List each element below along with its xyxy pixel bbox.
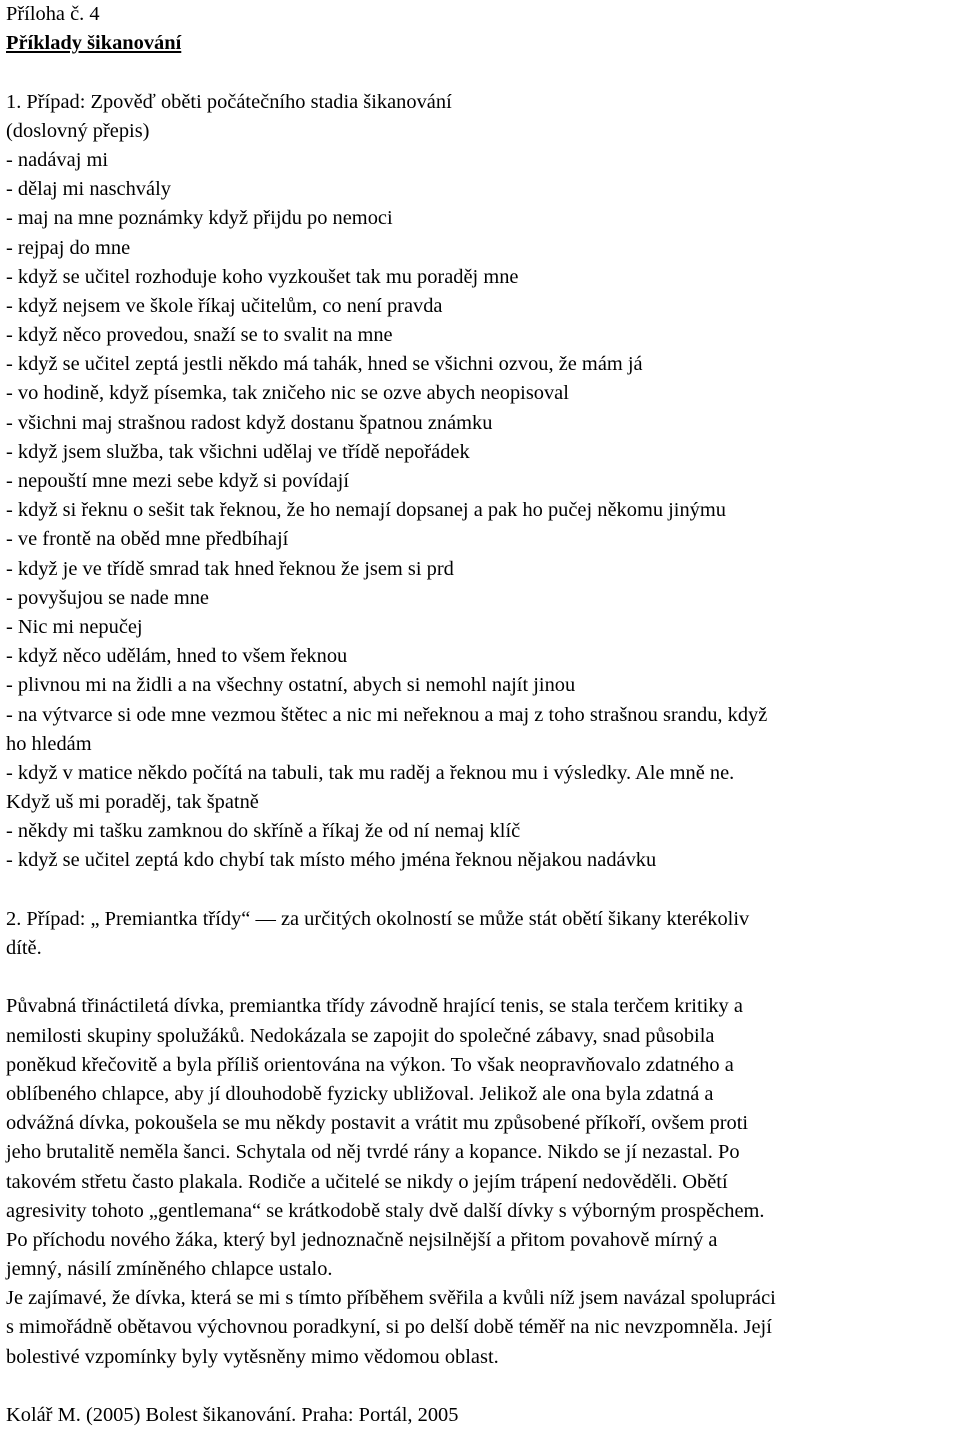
list-item: - vo hodině, když písemka, tak zničeho nic se ozve abych neopisoval [6,382,569,405]
paragraph-line: oblíbeného chlapce, aby jí dlouhodobě fyzicky ubližoval. Jelikož ale ona byla zdatná a [6,1082,714,1105]
list-item: - když se učitel zeptá jestli někdo má tahák, hned se všichni ozvou, že mám já [6,353,643,376]
case2-heading-continued: dítě. [6,937,42,959]
paragraph-line: nemilosti skupiny spolužáků. Nedokázala se zapojit do společné zábavy, snad působila [6,1024,715,1047]
spacer [6,58,958,87]
list-item: - někdy mi tašku zamknou do skříně a říkaj že od ní nemaj klíč [6,820,521,843]
list-item: - když si řeknu o sešit tak řeknou, že ho nemají dopsanej a pak ho pučej někomu jinýmu [6,499,726,522]
list-item: - když se učitel rozhoduje koho vyzkoušet tak mu poraděj mne [6,265,519,288]
case1-heading: 1. Případ: Zpověď oběti počátečního stadia šikanování [6,90,452,113]
case1-subheading: (doslovný přepis) [6,119,150,142]
list-item: - plivnou mi na židli a na všechny ostatní, abych si nemohl najít jinou [6,674,576,697]
paragraph-line: jemný, násilí zmíněného chlapce ustalo. [6,1258,333,1281]
paragraph-line: odvážná dívka, pokoušela se mu někdy postavit a vrátit mu způsobené příkoří, ovšem proti [6,1112,749,1135]
list-item: - dělaj mi naschvály [6,178,171,201]
list-item: ho hledám [6,732,92,755]
spacer [6,1372,958,1401]
list-item: - na výtvarce si ode mne vezmou štětec a nic mi neřeknou a maj z toho strašnou srandu, když [6,703,768,726]
paragraph-line: bolestivé vzpomínky byly vytěsněny mimo vědomou oblast. [6,1345,499,1368]
paragraph-line: Je zajímavé, že dívka, která se mi s tímto příběhem svěřila a kvůli níž jsem navázal spolupráci [6,1287,776,1310]
list-item: - maj na mne poznámky když přijdu po nemoci [6,207,393,230]
list-item: - všichni maj strašnou radost když dostanu špatnou známku [6,411,493,434]
case2-heading: 2. Případ: „ Premiantka třídy“ — za určitých okolností se může stát obětí šikany kterékoliv [6,907,750,930]
document-page [6,0,958,1430]
list-item: - nepouští mne mezi sebe když si povídají [6,470,349,492]
list-item: - když je ve třídě smrad tak hned řeknou že jsem si prd [6,557,454,580]
list-item: - když nejsem ve škole říkaj učitelům, co není pravda [6,294,443,317]
spacer [6,876,958,905]
paragraph-line: Po příchodu nového žáka, který byl jednoznačně nejsilnější a přitom povahově mírný a [6,1228,718,1251]
case2-paragraph [6,992,958,1371]
list-item: - když jsem služba, tak všichni udělaj ve třídě nepořádek [6,440,470,463]
list-item: Když uš mi poraděj, tak špatně [6,791,259,814]
list-item: - Nic mi nepučej [6,615,143,638]
list-item: - když něco udělám, hned to všem řeknou [6,645,348,668]
list-item: - rejpaj do mne [6,236,131,259]
paragraph-line: Půvabná třináctiletá dívka, premiantka třídy závodně hrající tenis, se stala terčem kritiky a [6,995,743,1018]
paragraph-line: agresivity tohoto „gentlemana“ se krátkodobě staly dvě další dívky s výborným prospěchem. [6,1199,765,1222]
paragraph-line: s mimořádně obětavou výchovnou poradkyní, si po delší době téměř na nic nevzpomněla. Její [6,1316,772,1339]
list-item: - ve frontě na oběd mne předbíhají [6,528,289,551]
list-item: - když v matice někdo počítá na tabuli, tak mu raděj a řeknou mu i výsledky. Ale mně ne. [6,761,735,784]
paragraph-line: takovém střetu často plakala. Rodiče a učitelé se nikdy o jejím trápení nedověděli. Obětí [6,1170,728,1193]
citation: Kolář M. (2005) Bolest šikanování. Praha: Portál, 2005 [6,1404,459,1426]
list-item: - když se učitel zeptá kdo chybí tak místo mého jména řeknou nějakou nadávku [6,849,657,872]
case1-list [6,146,958,876]
spacer [6,963,958,992]
annex-label: Příloha č. 4 [6,3,100,25]
paragraph-line: jeho brutalitě neměla šanci. Schytala od něj tvrdé rány a kopance. Nikdo se jí nezastal. Po [6,1141,740,1164]
list-item: - povyšujou se nade mne [6,586,209,609]
list-item: - když něco provedou, snaží se to svalit na mne [6,324,393,347]
paragraph-line: poněkud křečovitě a byla příliš orientována na výkon. To však neopravňovalo zdatného a [6,1053,734,1076]
document-title: Příklady šikanování [6,32,182,55]
list-item: - nadávaj mi [6,148,109,171]
